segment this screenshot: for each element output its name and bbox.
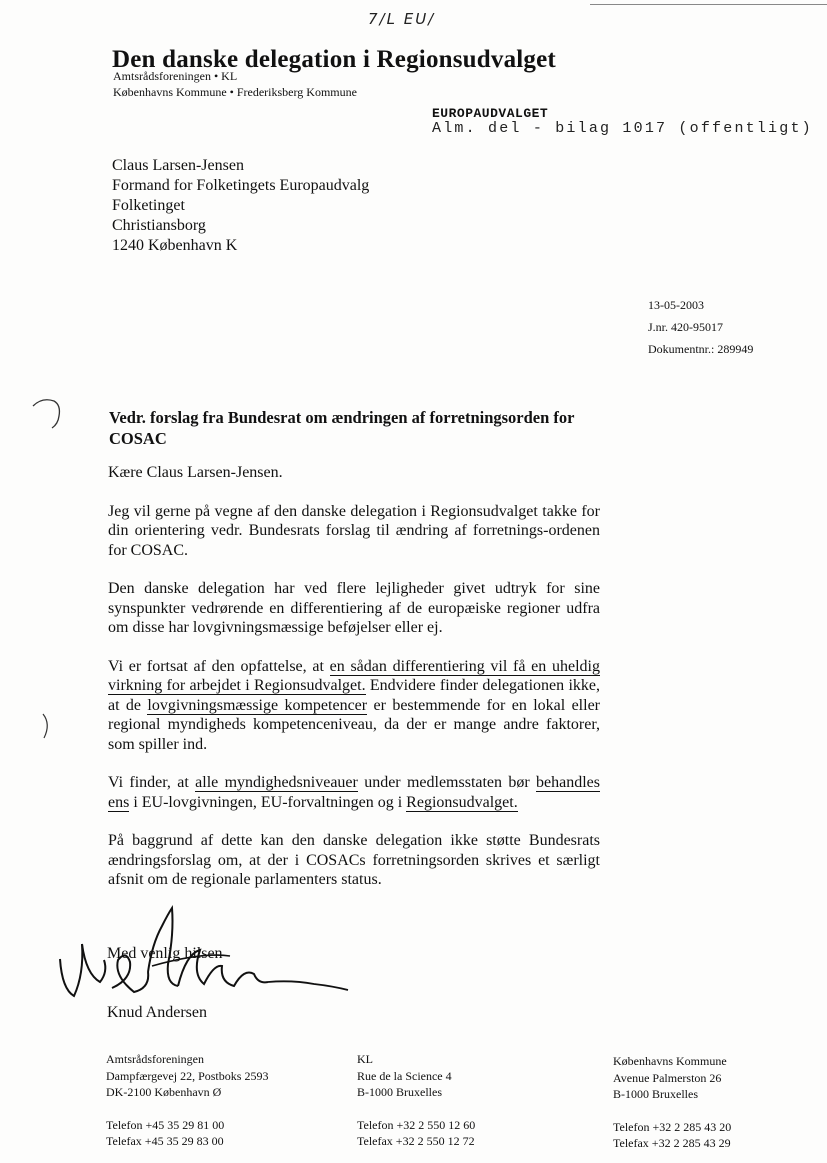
- stamp-title: EUROPAUDVALGET: [432, 106, 549, 121]
- paragraph-viewpoints: Den danske delegation har ved flere lejligheder givet udtryk for sine synspunkter vedrørende en differentiering af de europæiske regioner udfra om disse har lovgivningsmæssige beføjelser eller ej.: [108, 580, 600, 636]
- paragraph-text: Vi finder, at: [108, 774, 196, 791]
- letterhead-line-2: Københavns Kommune • Frederiksberg Kommune: [113, 85, 357, 99]
- underlined-text: behandles ens: [108, 774, 600, 811]
- footer-line: Rue de la Science 4: [357, 1068, 452, 1083]
- handwritten-signature: [52, 904, 352, 1004]
- underlined-text: lovgivningsmæssige kompetencer: [147, 696, 368, 714]
- underlined-text: alle myndighedsniveauer: [195, 774, 358, 791]
- journal-number: J.nr. 420-95017: [648, 320, 723, 334]
- footer-phone: Telefon +32 2 285 43 20: [613, 1119, 732, 1134]
- footer-line: KL: [357, 1052, 373, 1066]
- paragraph-text: Endvidere finder delegationen ikke, at de: [108, 677, 600, 714]
- scan-border: [590, 4, 827, 5]
- recipient-line: Folketinget: [112, 197, 185, 214]
- stamp-reference: Alm. del - bilag 1017 (offentligt): [432, 120, 813, 137]
- paragraph-text: Vi er fortsat af den opfattelse, at: [108, 657, 330, 675]
- recipient-line: Claus Larsen-Jensen: [112, 157, 244, 174]
- letter-date: 13-05-2003: [648, 298, 704, 312]
- footer-phone: Telefon +32 2 550 12 60: [357, 1117, 476, 1132]
- paragraph-text: under medlemsstaten bør: [357, 774, 537, 791]
- punch-hole-mark-bottom: [40, 712, 54, 740]
- closing-greeting: Med venlig hilsen: [107, 945, 223, 962]
- paragraph-opinion: [108, 657, 600, 755]
- recipient-line: Christiansborg: [112, 217, 206, 234]
- handwritten-note: 7/L EU/: [368, 10, 436, 28]
- paragraph-equal-treatment: [108, 773, 600, 812]
- footer-fax: Telefax +45 35 29 83 00: [106, 1134, 224, 1148]
- letterhead-members: [113, 68, 357, 100]
- footer-phone: Telefon +45 35 29 81 00: [106, 1117, 225, 1132]
- paragraph-conclusion: På baggrund af dette kan den danske delegation ikke støtte Bundesrats ændringsforslag om, at der i COSACs forretningsorden skrives et særligt afsnit om de regionale parlamenters status.: [108, 832, 600, 888]
- paragraph-text: i EU-lovgivningen, EU-forvaltningen og i: [129, 793, 407, 811]
- footer-column-kobenhavns-kommune: [613, 1053, 731, 1152]
- recipient-line: 1240 København K: [112, 237, 238, 254]
- letterhead-line-1: Amtsrådsforeningen • KL: [113, 69, 238, 83]
- paragraph-text: er bestemmende for en lokal eller regional myndigheds kompetenceniveau, da der er mange andre faktorer, som spiller ind.: [108, 696, 600, 753]
- footer-fax: Telefax +32 2 550 12 72: [357, 1134, 475, 1148]
- letterhead-title: Den danske delegation i Regionsudvalget: [112, 46, 556, 73]
- letter-body: [108, 463, 600, 909]
- subject-line: Vedr. forslag fra Bundesrat om ændringen af forretningsorden for COSAC: [109, 408, 575, 448]
- footer-line: DK-2100 København Ø: [106, 1085, 222, 1099]
- underlined-text: en sådan differentiering vil få en uheldig virkning for arbejdet i Regionsudvalget.: [108, 657, 600, 694]
- footer-line: Avenue Palmerston 26: [613, 1070, 722, 1085]
- recipient-line: Formand for Folketingets Europaudvalg: [112, 177, 370, 194]
- recipient-address: [112, 156, 369, 256]
- footer-line: B-1000 Bruxelles: [613, 1087, 698, 1101]
- footer-line: B-1000 Bruxelles: [357, 1085, 442, 1099]
- footer-line: Amtsrådsforeningen: [106, 1052, 204, 1066]
- signer-name: Knud Andersen: [107, 1004, 207, 1021]
- salutation: Kære Claus Larsen-Jensen.: [108, 464, 283, 481]
- underlined-text: Regionsudvalget.: [406, 793, 518, 811]
- document-meta: [648, 294, 753, 360]
- document-number: Dokumentnr.: 289949: [648, 342, 754, 356]
- footer-column-kl: [357, 1051, 475, 1150]
- punch-hole-mark-top: [30, 396, 64, 432]
- paragraph-thanks: Jeg vil gerne på vegne af den danske delegation i Regionsudvalget takke for din orientering vedr. Bundesrats forslag til ændring af forretnings-ordenen for COSAC.: [108, 502, 600, 559]
- footer-column-amtsraadsforeningen: [106, 1051, 268, 1150]
- footer-line: Københavns Kommune: [613, 1054, 727, 1068]
- footer-line: Dampfærgevej 22, Postboks 2593: [106, 1068, 269, 1083]
- footer-fax: Telefax +32 2 285 43 29: [613, 1136, 731, 1150]
